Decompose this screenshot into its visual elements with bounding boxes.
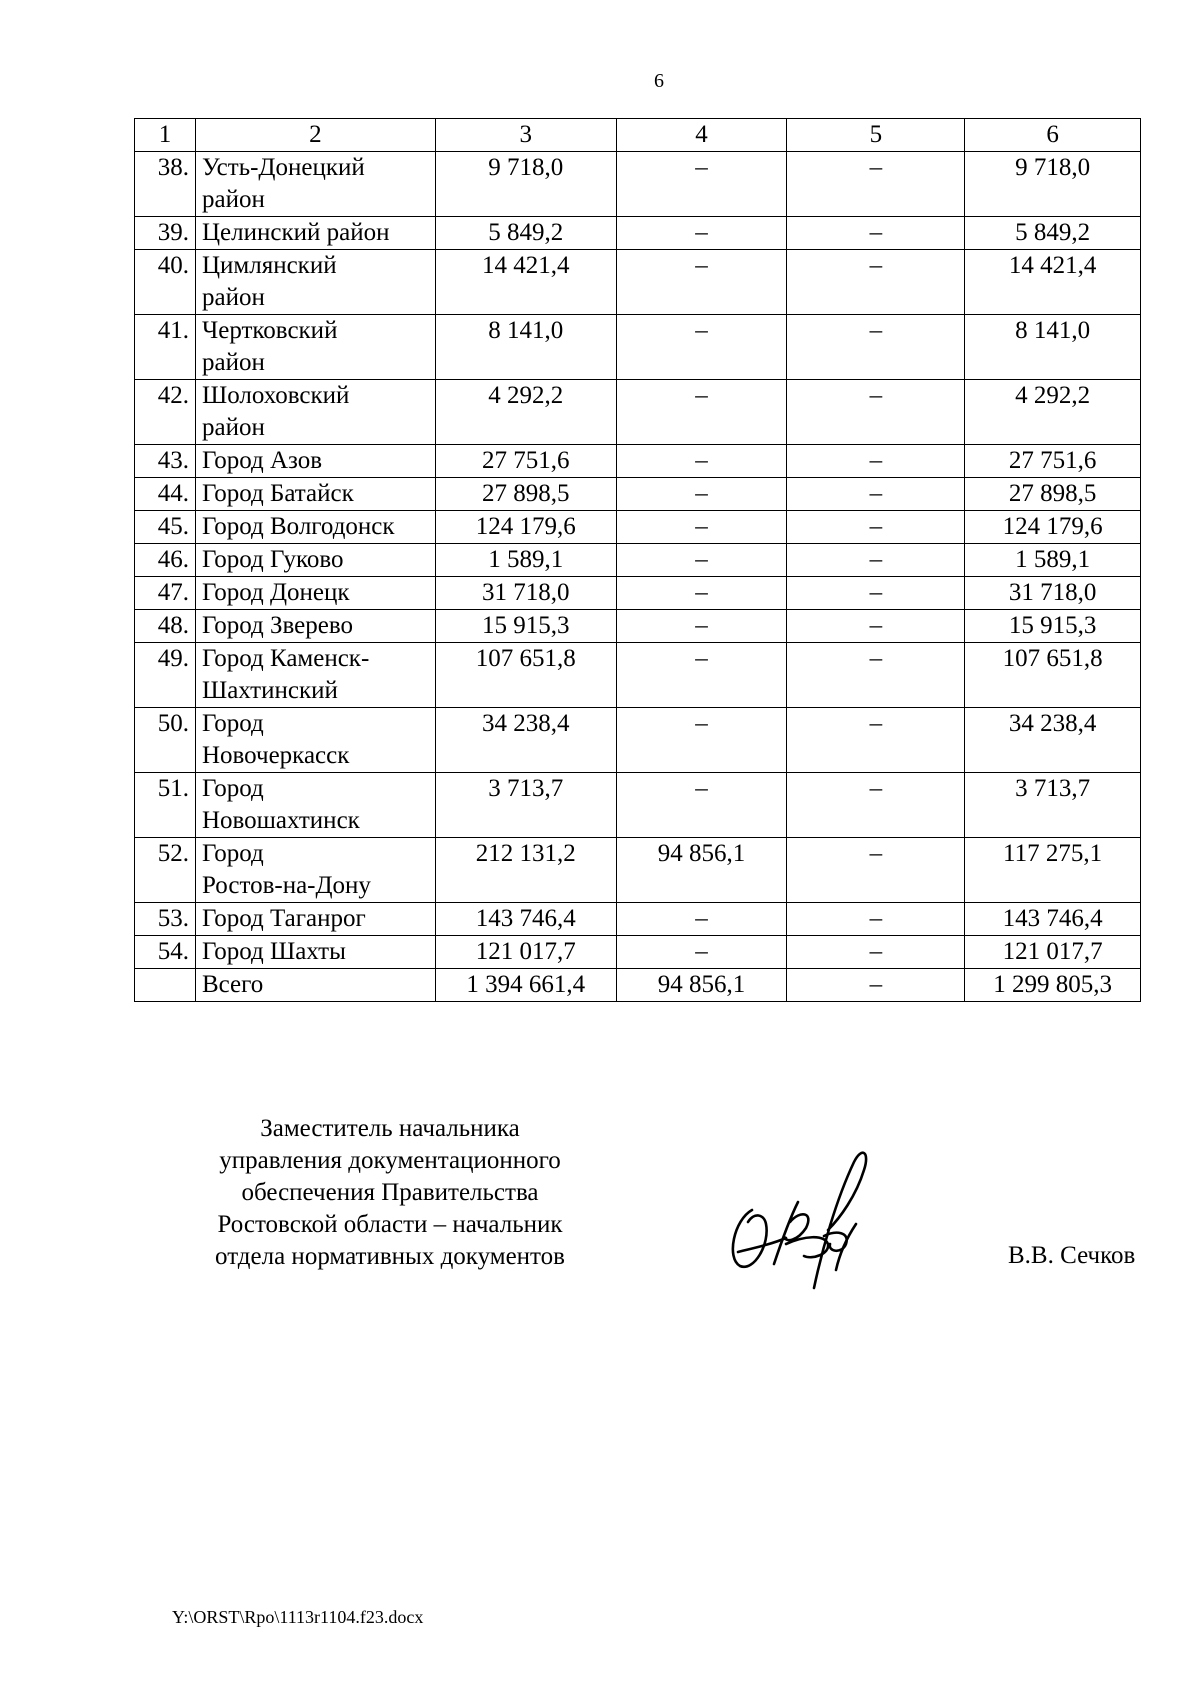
col6-value-cell: 14 421,4	[965, 250, 1141, 315]
municipality-name-line: Новошахтинск	[201, 807, 360, 834]
municipality-name-line: Шахтинский	[201, 677, 338, 704]
municipality-name-cell	[195, 610, 435, 643]
col3-value-cell: 8 141,0	[435, 315, 616, 380]
col6-value-cell: 27 898,5	[965, 478, 1141, 511]
municipality-name-line: район	[201, 186, 265, 213]
municipality-name-line: Новочеркасск	[201, 742, 350, 769]
municipality-name-cell	[195, 643, 435, 708]
table-row	[135, 152, 1141, 217]
municipality-name-cell	[195, 511, 435, 544]
col3-value-cell: 31 718,0	[435, 577, 616, 610]
municipality-name-line: Город Зверево	[201, 612, 353, 639]
col6-value-cell: 124 179,6	[965, 511, 1141, 544]
col4-value-cell: –	[616, 217, 787, 250]
table-header-row	[135, 119, 1141, 152]
municipality-name-line: Город Шахты	[201, 938, 346, 965]
row-number-cell: 49.	[135, 643, 196, 708]
col6-value-cell: 4 292,2	[965, 380, 1141, 445]
col5-value-cell: –	[787, 315, 965, 380]
table-row	[135, 250, 1141, 315]
municipality-name-cell	[195, 152, 435, 217]
municipality-name-line: Целинский район	[201, 219, 390, 246]
col4-value-cell: –	[616, 773, 787, 838]
municipality-name-cell	[195, 708, 435, 773]
handwritten-signature	[724, 1140, 884, 1290]
row-number-cell: 44.	[135, 478, 196, 511]
row-number-cell: 53.	[135, 903, 196, 936]
table-row	[135, 445, 1141, 478]
col5-value-cell: –	[787, 903, 965, 936]
signer-title-block	[170, 1113, 610, 1273]
municipality-name-line: Ростов-на-Дону	[201, 872, 371, 899]
col4-value-cell: –	[616, 445, 787, 478]
col4-value-cell: –	[616, 643, 787, 708]
municipality-name-cell	[195, 577, 435, 610]
col3-value-cell: 14 421,4	[435, 250, 616, 315]
header-cell: 6	[965, 119, 1141, 152]
total-col5-cell: –	[787, 969, 965, 1002]
col4-value-cell: –	[616, 478, 787, 511]
municipality-name-line: район	[201, 284, 265, 311]
col5-value-cell: –	[787, 643, 965, 708]
municipality-name-line: Город Волгодонск	[201, 513, 395, 540]
table-row	[135, 577, 1141, 610]
col4-value-cell: –	[616, 708, 787, 773]
page-number: 6	[654, 70, 664, 92]
col3-value-cell: 5 849,2	[435, 217, 616, 250]
col5-value-cell: –	[787, 511, 965, 544]
signer-name: В.В. Сечков	[1008, 1242, 1136, 1269]
municipality-name-cell	[195, 936, 435, 969]
col4-value-cell: –	[616, 315, 787, 380]
municipality-name-line: Чертковский	[201, 317, 338, 344]
table-row	[135, 773, 1141, 838]
municipality-name-line: район	[201, 349, 265, 376]
col4-value-cell: –	[616, 610, 787, 643]
col4-value-cell: 94 856,1	[616, 838, 787, 903]
col4-value-cell: –	[616, 936, 787, 969]
table-row	[135, 903, 1141, 936]
municipality-name-cell	[195, 445, 435, 478]
table-row	[135, 708, 1141, 773]
col5-value-cell: –	[787, 936, 965, 969]
col6-value-cell: 117 275,1	[965, 838, 1141, 903]
row-number-cell: 51.	[135, 773, 196, 838]
col5-value-cell: –	[787, 708, 965, 773]
col6-value-cell: 143 746,4	[965, 903, 1141, 936]
col4-value-cell: –	[616, 903, 787, 936]
header-cell: 3	[435, 119, 616, 152]
table-row	[135, 478, 1141, 511]
municipality-name-line: район	[201, 414, 265, 441]
row-number-cell: 38.	[135, 152, 196, 217]
municipality-name-cell	[195, 544, 435, 577]
col3-value-cell: 1 589,1	[435, 544, 616, 577]
row-number-cell: 45.	[135, 511, 196, 544]
total-col3-cell: 1 394 661,4	[435, 969, 616, 1002]
table-row	[135, 380, 1141, 445]
col5-value-cell: –	[787, 445, 965, 478]
table-row	[135, 511, 1141, 544]
budget-table	[134, 118, 1141, 1002]
col5-value-cell: –	[787, 217, 965, 250]
col5-value-cell: –	[787, 152, 965, 217]
municipality-name-line: Город Каменск-	[201, 645, 370, 672]
col3-value-cell: 27 751,6	[435, 445, 616, 478]
col4-value-cell: –	[616, 544, 787, 577]
col4-value-cell: –	[616, 380, 787, 445]
row-number-cell: 40.	[135, 250, 196, 315]
municipality-name-line: Город Азов	[201, 447, 323, 474]
row-number-cell: 41.	[135, 315, 196, 380]
signer-title-line: управления документационного	[219, 1147, 561, 1174]
municipality-name-cell	[195, 315, 435, 380]
municipality-name-cell	[195, 250, 435, 315]
col3-value-cell: 27 898,5	[435, 478, 616, 511]
row-number-cell: 52.	[135, 838, 196, 903]
row-number-cell: 54.	[135, 936, 196, 969]
signer-title-line: Ростовской области – начальник	[217, 1211, 563, 1238]
municipality-name-line: Усть-Донецкий	[201, 154, 365, 181]
municipality-name-line: Город Батайск	[201, 480, 354, 507]
municipality-name-line: Город Таганрог	[201, 905, 366, 932]
signer-title-line: отдела нормативных документов	[215, 1243, 565, 1270]
col5-value-cell: –	[787, 610, 965, 643]
col5-value-cell: –	[787, 544, 965, 577]
col3-value-cell: 143 746,4	[435, 903, 616, 936]
col4-value-cell: –	[616, 511, 787, 544]
col5-value-cell: –	[787, 773, 965, 838]
col6-value-cell: 9 718,0	[965, 152, 1141, 217]
municipality-name-cell	[195, 478, 435, 511]
municipality-name-line: Город Гуково	[201, 546, 344, 573]
header-cell: 5	[787, 119, 965, 152]
row-number-cell: 46.	[135, 544, 196, 577]
col3-value-cell: 34 238,4	[435, 708, 616, 773]
col5-value-cell: –	[787, 250, 965, 315]
total-number-cell	[135, 969, 196, 1002]
total-col4-cell: 94 856,1	[616, 969, 787, 1002]
col6-value-cell: 107 651,8	[965, 643, 1141, 708]
municipality-name-cell	[195, 380, 435, 445]
col3-value-cell: 121 017,7	[435, 936, 616, 969]
col5-value-cell: –	[787, 380, 965, 445]
col4-value-cell: –	[616, 250, 787, 315]
row-number-cell: 42.	[135, 380, 196, 445]
col4-value-cell: –	[616, 577, 787, 610]
table-row	[135, 610, 1141, 643]
file-path: Y:\ORST\Rpo\1113r1104.f23.docx	[172, 1607, 424, 1627]
municipality-name-line: Город	[201, 775, 264, 802]
signer-title-line: Заместитель начальника	[260, 1115, 520, 1142]
row-number-cell: 47.	[135, 577, 196, 610]
table-row	[135, 838, 1141, 903]
table-row	[135, 643, 1141, 708]
col3-value-cell: 4 292,2	[435, 380, 616, 445]
col5-value-cell: –	[787, 838, 965, 903]
table-row	[135, 315, 1141, 380]
signer-title-line: обеспечения Правительства	[241, 1179, 539, 1206]
col6-value-cell: 1 589,1	[965, 544, 1141, 577]
row-number-cell: 39.	[135, 217, 196, 250]
header-cell: 1	[135, 119, 196, 152]
total-row	[135, 969, 1141, 1002]
col3-value-cell: 15 915,3	[435, 610, 616, 643]
municipality-name-line: Цимлянский	[201, 252, 337, 279]
municipality-name-cell	[195, 773, 435, 838]
row-number-cell: 43.	[135, 445, 196, 478]
col5-value-cell: –	[787, 478, 965, 511]
header-cell: 2	[195, 119, 435, 152]
col6-value-cell: 8 141,0	[965, 315, 1141, 380]
table-row	[135, 936, 1141, 969]
col6-value-cell: 3 713,7	[965, 773, 1141, 838]
municipality-name-line: Город Донецк	[201, 579, 350, 606]
col6-value-cell: 121 017,7	[965, 936, 1141, 969]
municipality-name-cell	[195, 217, 435, 250]
col5-value-cell: –	[787, 577, 965, 610]
table-body	[135, 119, 1141, 1002]
col3-value-cell: 3 713,7	[435, 773, 616, 838]
municipality-name-cell	[195, 838, 435, 903]
municipality-name-cell	[195, 903, 435, 936]
col3-value-cell: 107 651,8	[435, 643, 616, 708]
total-label-cell: Всего	[195, 969, 435, 1002]
col6-value-cell: 27 751,6	[965, 445, 1141, 478]
total-col6-cell: 1 299 805,3	[965, 969, 1141, 1002]
header-cell: 4	[616, 119, 787, 152]
row-number-cell: 50.	[135, 708, 196, 773]
col3-value-cell: 124 179,6	[435, 511, 616, 544]
municipality-name-line: Шолоховский	[201, 382, 350, 409]
municipality-name-line: Город	[201, 840, 264, 867]
table-row	[135, 217, 1141, 250]
col6-value-cell: 5 849,2	[965, 217, 1141, 250]
row-number-cell: 48.	[135, 610, 196, 643]
col6-value-cell: 31 718,0	[965, 577, 1141, 610]
col3-value-cell: 9 718,0	[435, 152, 616, 217]
col3-value-cell: 212 131,2	[435, 838, 616, 903]
col6-value-cell: 15 915,3	[965, 610, 1141, 643]
col4-value-cell: –	[616, 152, 787, 217]
municipality-name-line: Город	[201, 710, 264, 737]
col6-value-cell: 34 238,4	[965, 708, 1141, 773]
table-row	[135, 544, 1141, 577]
